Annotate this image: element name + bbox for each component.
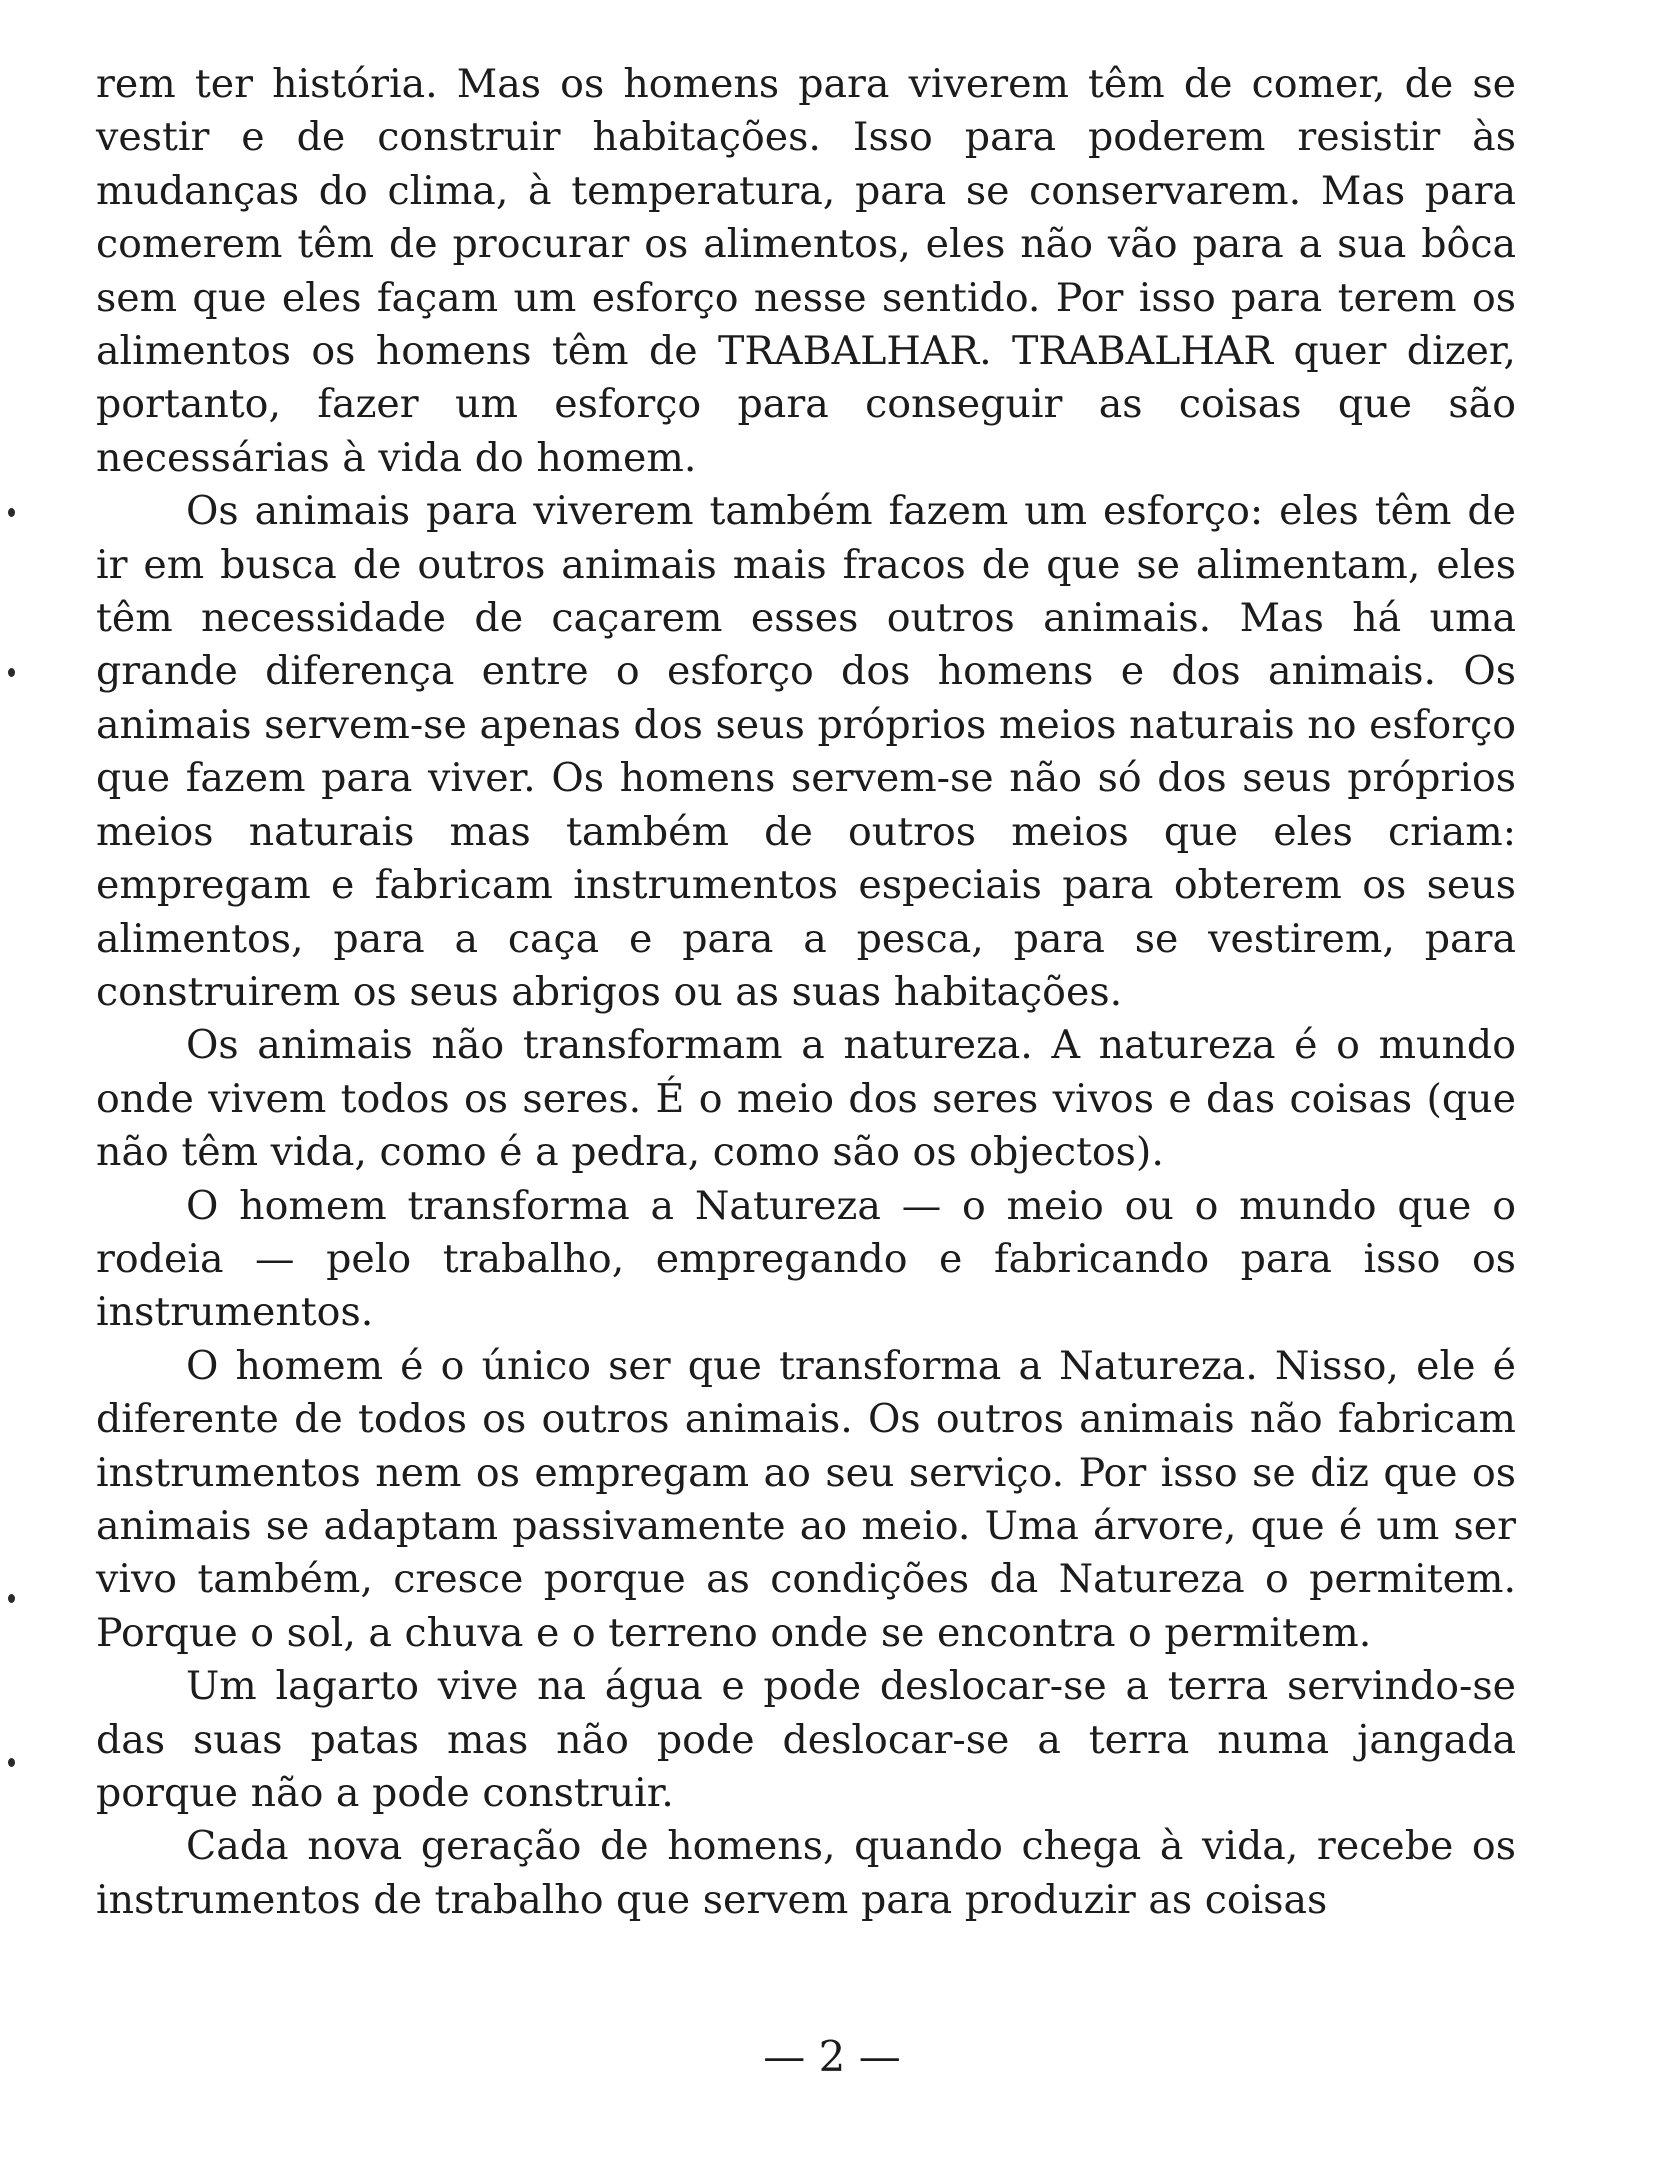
page-number: — 2 — bbox=[763, 2032, 901, 2081]
page-body bbox=[96, 58, 1516, 1927]
paragraph-6: Um lagarto vive na água e pode deslocar-se a terra servindo-se das suas patas mas não pode deslocar-se a terra numa jangada porque não a pode construir. bbox=[96, 1663, 1516, 1816]
paragraph-7: Cada nova geração de homens, quando chega à vida, recebe os instrumentos de trabalho que servem para produzir as coisas bbox=[96, 1823, 1516, 1923]
scan-speck bbox=[8, 668, 15, 677]
paragraph-2: Os animais para viverem também fazem um esforço: eles têm de ir em busca de outros animais mais fracos de que se alimentam, eles têm necessidade de caçarem esses outros animais. Mas há uma grande diferença entre o esforço dos homens e dos animais. Os animais servem-se apenas dos seus próprios meios naturais no esforço que fazem para viver. Os homens servem-se não só dos seus próprios meios naturais mas também de outros meios que eles criam: empregam e fabricam instrumentos especiais para obterem os seus alimentos, para a caça e para a pesca, para se vestirem, para construirem os seus abrigos ou as suas habitações. bbox=[96, 488, 1516, 1015]
paragraph-4: O homem transforma a Natureza — o meio ou o mundo que o rodeia — pelo trabalho, empregando e fabricando para isso os instrumentos. bbox=[96, 1182, 1516, 1336]
paragraph-1: rem ter história. Mas os homens para viverem têm de comer, de se vestir e de construir habitações. Isso para poderem resistir às mudanças do clima, à temperatura, para se conservarem. Mas para comerem têm de procurar os alimentos, eles não vão para a sua bôca sem que eles façam um esforço nesse sentido. Por isso para terem os alimentos os homens têm de TRABALHAR. TRABALHAR quer dizer, portanto, fazer um esforço para conseguir as coisas que são necessárias à vida do homem. bbox=[96, 61, 1516, 481]
paragraph-3: Os animais não transformam a natureza. A natureza é o mundo onde vivem todos os seres. É o meio dos seres vivos e das coisas (que não têm vida, como é a pedra, como são os objectos). bbox=[96, 1022, 1516, 1176]
scan-speck bbox=[8, 1758, 15, 1767]
scan-speck bbox=[8, 508, 15, 517]
paragraph-5: O homem é o único ser que transforma a Natureza. Nisso, ele é diferente de todos os outros animais. Os outros animais não fabricam instrumentos nem os empregam ao seu serviço. Por isso se diz que os animais se adaptam passivamente ao meio. Uma árvore, que é um ser vivo também, cresce porque as condições da Natureza o permitem. Porque o sol, a chuva e o terreno onde se encontra o permitem. bbox=[96, 1342, 1516, 1656]
scan-speck bbox=[8, 1594, 15, 1603]
